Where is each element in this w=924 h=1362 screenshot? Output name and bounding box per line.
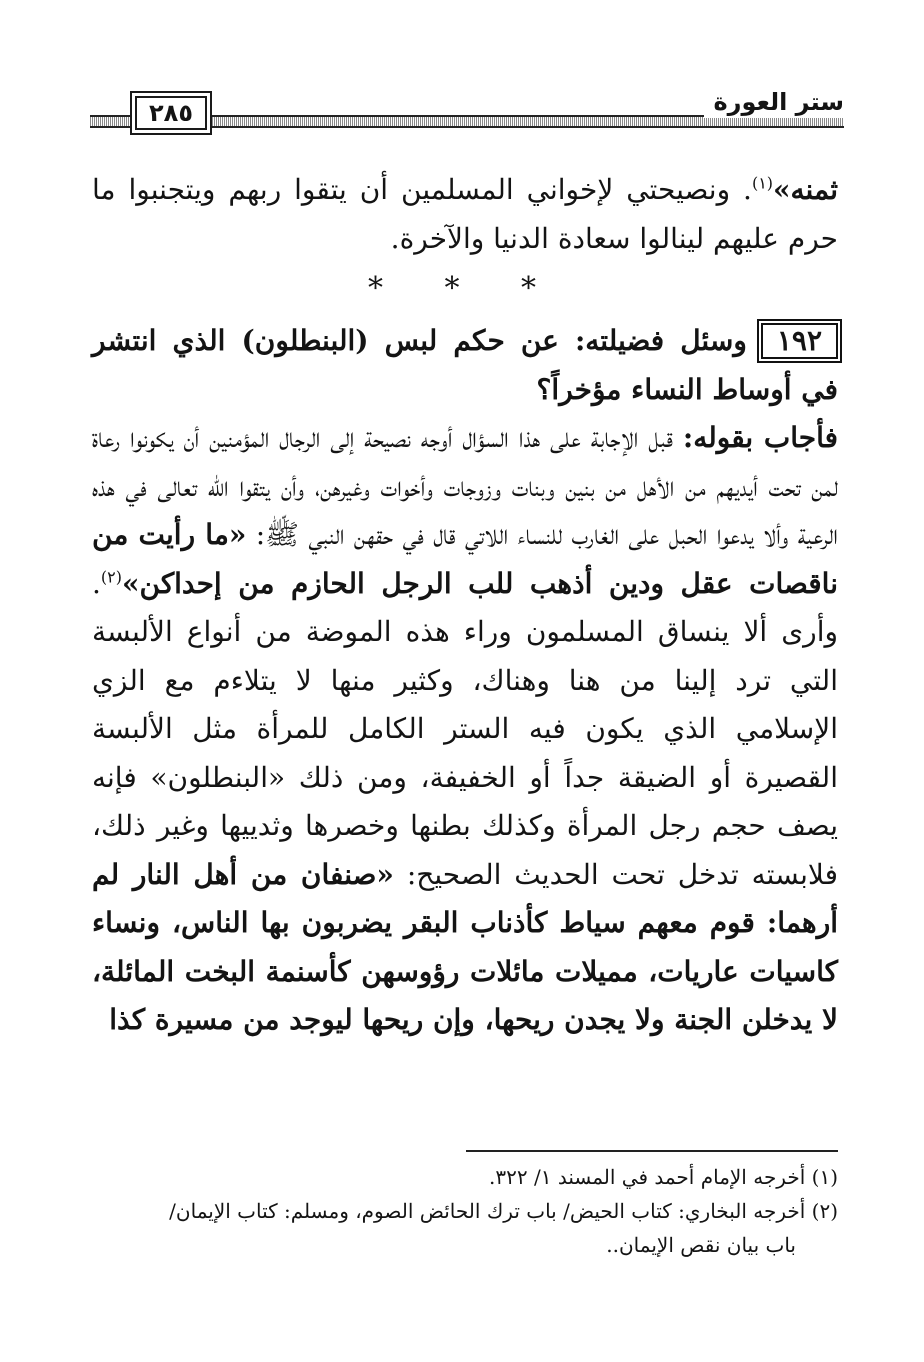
page-header: [90, 88, 844, 132]
paragraph-1: [92, 166, 838, 263]
hadith-1: «ما رأيت من ناقصات عقل ودين أذهب للب الرجل الحازم من إحداكن»: [92, 518, 838, 600]
footnotes: [92, 1160, 838, 1262]
footnote-2-line-1: (٢) أخرجه البخاري: كتاب الحيض/ باب ترك الحائض الصوم، ومسلم: كتاب الإيمان/: [169, 1199, 838, 1223]
page-number: ٢٨٥: [135, 96, 207, 130]
footnote-ref-1: (١): [751, 173, 774, 193]
question-paragraph: [92, 317, 838, 414]
footnote-rule: [466, 1150, 838, 1152]
footnote-1: (١) أخرجه الإمام أحمد في المسند ١/ ٣٢٢.: [489, 1165, 838, 1189]
main-text: [92, 166, 838, 1045]
question-number: ١٩٢: [761, 323, 838, 359]
separator-stars: * * *: [367, 271, 563, 306]
running-title: ستر العورة: [704, 86, 845, 118]
answer-paragraph: [92, 414, 838, 1045]
paragraph-1-text: . ونصيحتي لإخواني المسلمين أن يتقوا ربهم ويتجنبوا ما حرم عليهم لينالوا سعادة الدنيا والآخرة.: [92, 173, 838, 255]
answer-text-1: قبل الإجابة على هذا السؤال أوجه نصيحة إلى الرجال المؤمنين أن يكونوا رعاة لمن تحت أيديهم من الأهل من بنين وبنات وزوجات وأخوات وغيرهن، وأن يتقوا الله تعالى في هذه الرعية وألا يدعوا الحبل على الغارب للنساء اللاتي قال في حقهن النبي ﷺ:: [92, 421, 838, 551]
hadith-2: «صنفان من أهل النار لم أرهما: قوم معهم سياط كأذناب البقر يضربون بها الناس، ونساء كاسيات عاريات، مميلات مائلات رؤوسهن كأسنمة البخت المائلة، لا يدخلن الجنة ولا يجدن ريحها، وإن ريحها ليوجد من مسيرة كذا: [92, 857, 838, 1036]
footnote-ref-2: (٢): [100, 567, 122, 587]
answer-lead: فأجاب بقوله:: [682, 421, 838, 454]
footnote-2-line-2: باب بيان نقص الإيمان..: [606, 1233, 796, 1257]
answer-text-2: . وأرى ألا ينساق المسلمون وراء هذه الموضة من أنواع الألبسة التي ترد إلينا من هنا وهناك، وكثير منها لا يتلاءم مع الزي الإسلامي الذي يكون فيه الستر الكامل للمرأة مثل الألبسة القصيرة أو الضيقة جداً أو الخفيفة، ومن ذلك «البنطلون» فإنه يصف حجم رجل المرأة وكذلك بطنها وخصرها وثدييها وغير ذلك، فلابسته تدخل تحت الحديث الصحيح:: [92, 566, 838, 891]
question-text: وسئل فضيلته: عن حكم لبس (البنطلون) الذي انتشر في أوساط النساء مؤخراً؟: [92, 324, 838, 406]
paragraph-1-bold: ثمنه»: [773, 173, 838, 206]
